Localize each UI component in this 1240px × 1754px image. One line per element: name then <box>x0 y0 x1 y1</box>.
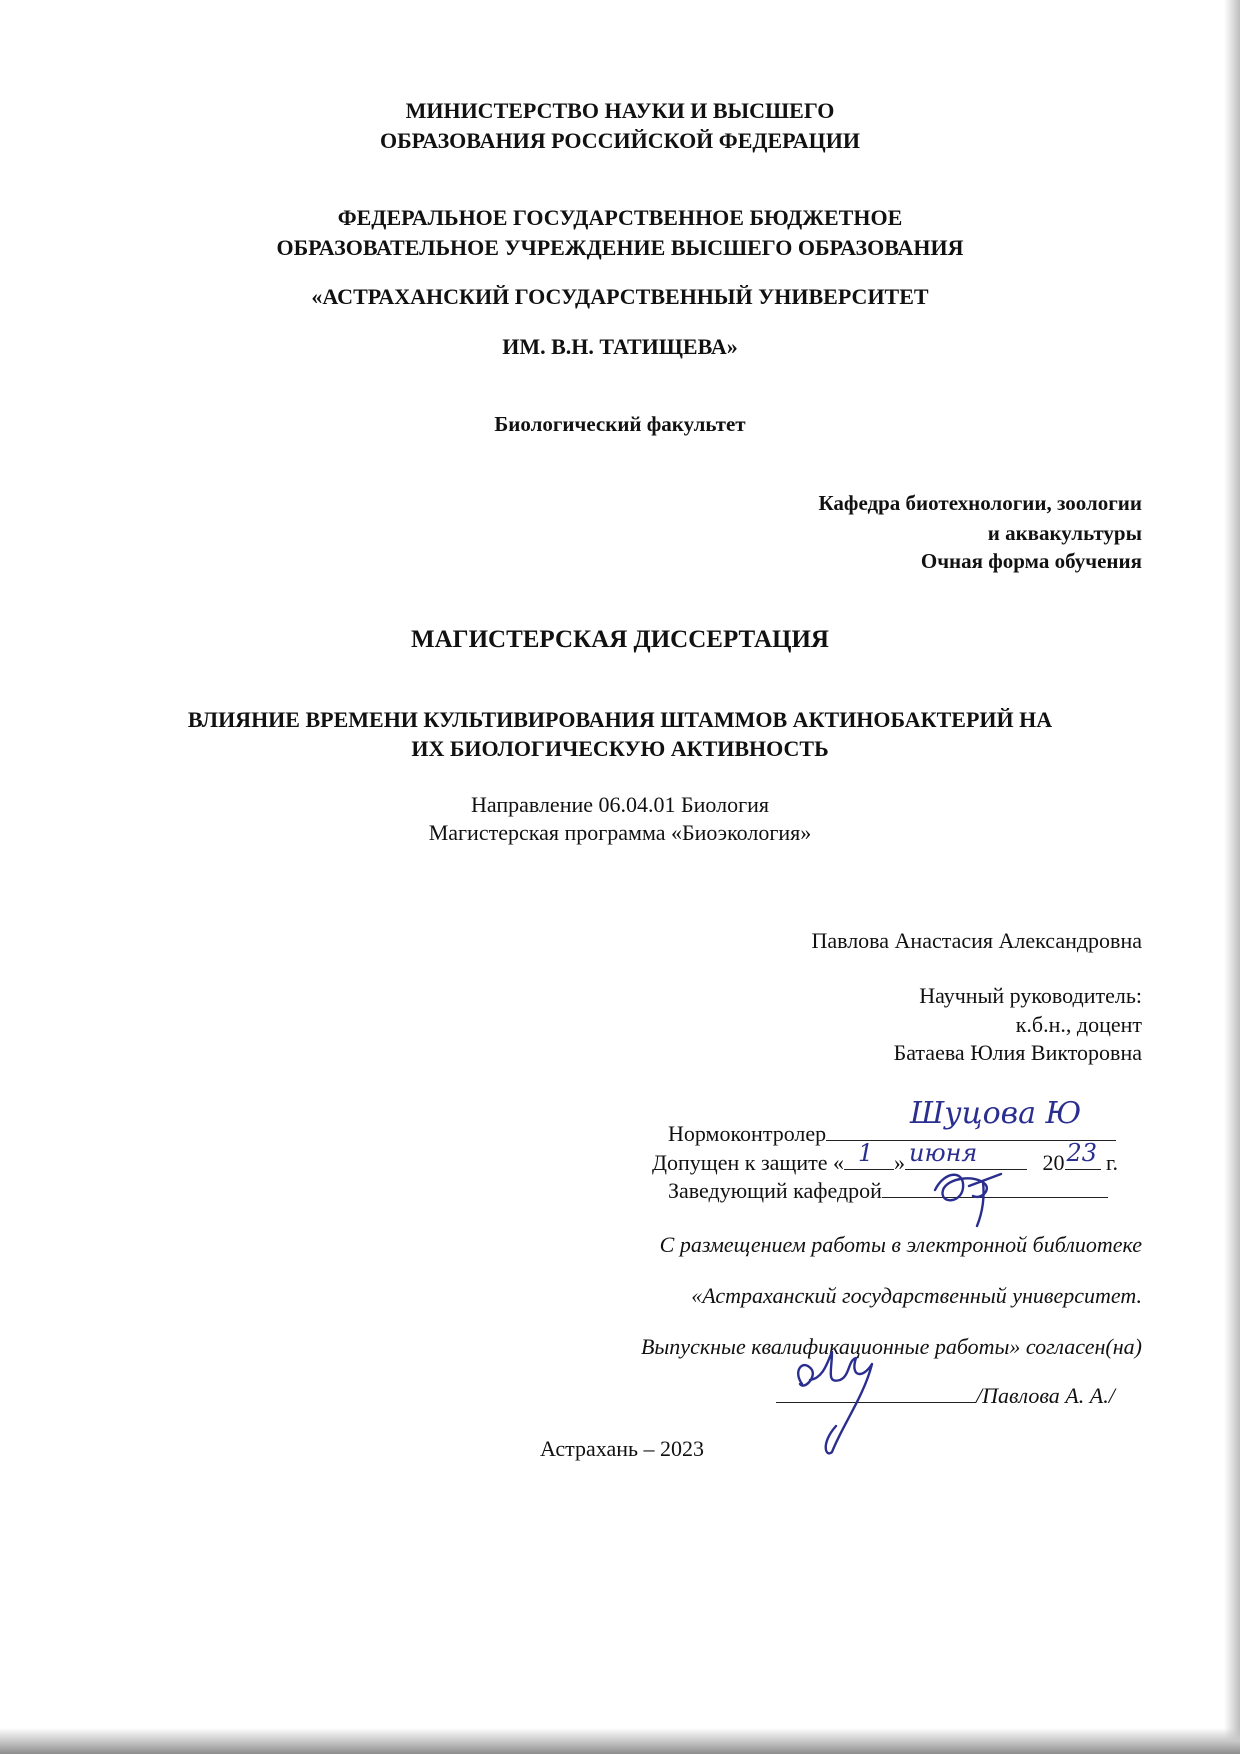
ministry-line-1: МИНИСТЕРСТВО НАУКИ И ВЫСШЕГО <box>405 98 835 123</box>
supervisor-degree: к.б.н., доцент <box>1015 1012 1142 1037</box>
institution-line-1: ФЕДЕРАЛЬНОЕ ГОСУДАРСТВЕННОЕ БЮДЖЕТНОЕ <box>337 205 903 230</box>
defense-row <box>652 1139 1119 1176</box>
defense-year-prefix: 20 <box>1042 1150 1065 1175</box>
document-type: МАГИСТЕРСКАЯ ДИССЕРТАЦИЯ <box>411 626 829 653</box>
consent-line-1: С размещением работы в электронной библиотеке <box>659 1232 1142 1257</box>
ministry-line-2: ОБРАЗОВАНИЯ РОССИЙСКОЙ ФЕДЕРАЦИИ <box>379 128 861 153</box>
supervisor-name: Батаева Юлия Викторовна <box>893 1040 1142 1065</box>
normcontrol-handwriting: Шуцова Ю <box>910 1096 1082 1131</box>
defense-year-line <box>1065 1139 1101 1170</box>
direction: Направление 06.04.01 Биология <box>470 792 770 817</box>
topic-line-2: ИХ БИОЛОГИЧЕСКУЮ АКТИВНОСТЬ <box>411 736 829 761</box>
author-name: Павлова Анастасия Александровна <box>811 928 1142 953</box>
consent-line-3: Выпускные квалификационные работы» согласен(на) <box>640 1334 1142 1359</box>
topic-line-1: ВЛИЯНИЕ ВРЕМЕНИ КУЛЬТИВИРОВАНИЯ ШТАММОВ АКТИНОБАКТЕРИЙ НА <box>187 707 1053 732</box>
university-line-1: «АСТРАХАНСКИЙ ГОСУДАРСТВЕННЫЙ УНИВЕРСИТЕТ <box>311 284 929 309</box>
department-line-2: и аквакультуры <box>987 521 1142 545</box>
consent-line-2: «Астраханский государственный университет. <box>691 1283 1142 1308</box>
defense-label: Допущен к защите « <box>652 1150 844 1175</box>
defense-mid: » <box>894 1150 905 1175</box>
program: Магистерская программа «Биоэкология» <box>428 820 812 845</box>
institution-line-2: ОБРАЗОВАТЕЛЬНОЕ УЧРЕЖДЕНИЕ ВЫСШЕГО ОБРАЗОВАНИЯ <box>276 235 964 260</box>
head-signature <box>925 1160 1015 1230</box>
consent-signer: /Павлова А. А./ <box>976 1383 1115 1408</box>
defense-day: 1 <box>858 1139 874 1167</box>
scan-edge-right <box>1224 0 1240 1754</box>
defense-year-suffix: 23 <box>1066 1139 1098 1167</box>
department-line-1: Кафедра биотехнологии, зоологии <box>818 491 1142 515</box>
scan-edge-bottom <box>0 1728 1240 1754</box>
head-row <box>668 1175 1108 1204</box>
faculty: Биологический факультет <box>494 412 746 436</box>
defense-year-unit: г. <box>1106 1150 1119 1175</box>
university-line-2: ИМ. В.Н. ТАТИЩЕВА» <box>502 334 738 359</box>
normcontrol-label: Нормоконтролер <box>668 1121 827 1146</box>
study-form: Очная форма обучения <box>920 549 1142 573</box>
defense-month: июня <box>909 1139 978 1167</box>
head-label: Заведующий кафедрой <box>668 1178 882 1203</box>
supervisor-label: Научный руководитель: <box>919 983 1142 1008</box>
author-signature <box>780 1340 900 1460</box>
defense-day-line <box>844 1139 894 1170</box>
city-year: Астрахань – 2023 <box>540 1436 705 1461</box>
